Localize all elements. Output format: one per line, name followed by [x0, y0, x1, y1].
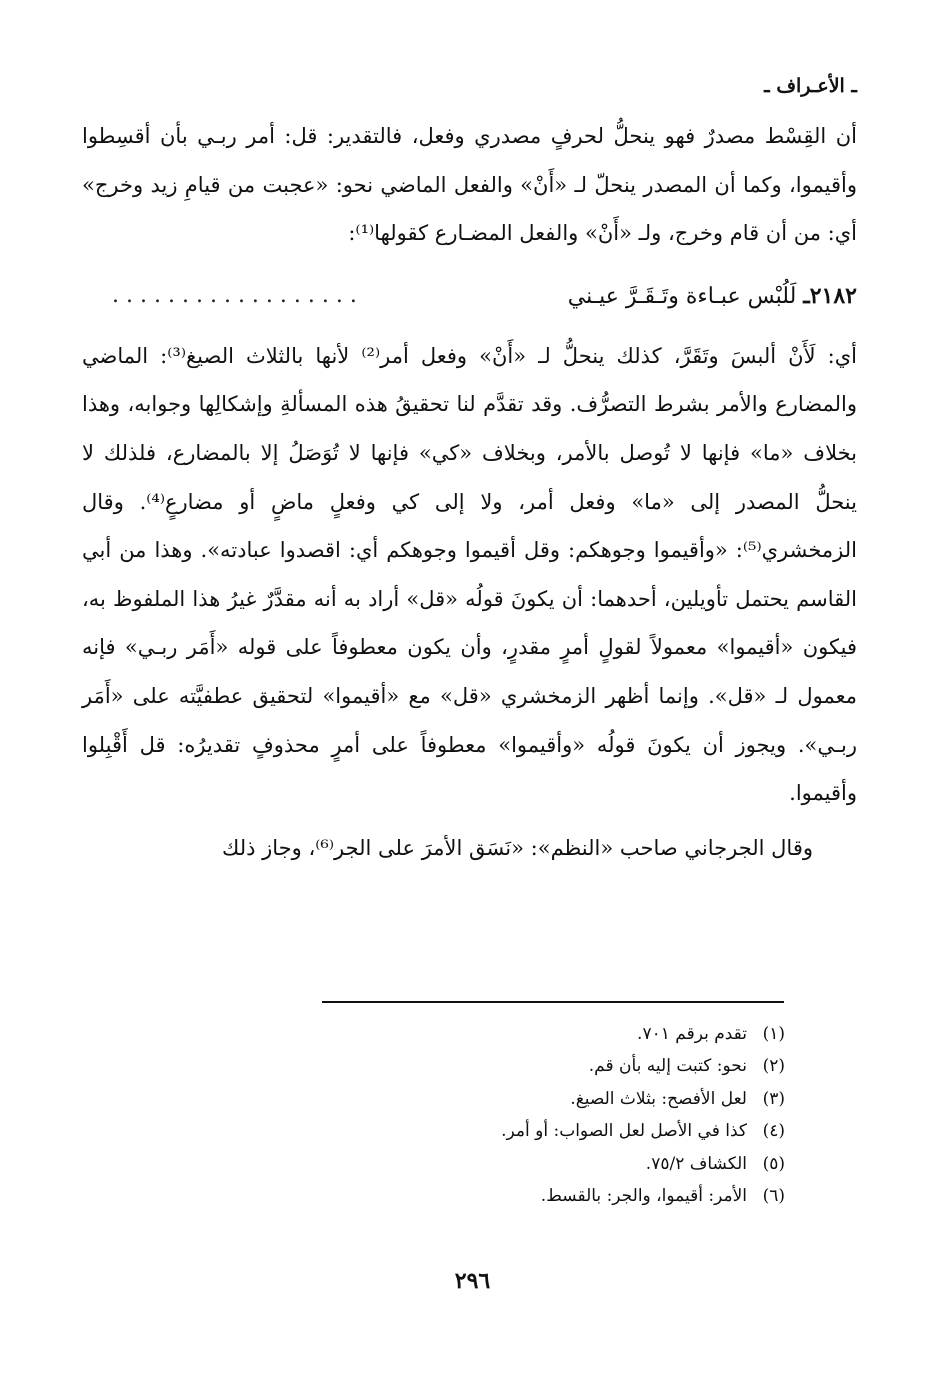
footnotes-list	[160, 1018, 785, 1212]
footnote-text: الأمر: أقيموا، والجر: بالقسط.	[540, 1186, 747, 1207]
footnote-item	[160, 1148, 785, 1180]
body-paragraph-3: وقال الجرجاني صاحب «النظم»: «نَسَق الأمرَ على الجر⁽⁶⁾، وجاز ذلك	[222, 835, 813, 860]
running-header: ـ الأعـراف ـ	[764, 75, 857, 97]
footnote-number: (٤)	[762, 1121, 785, 1142]
footnote-number: (١)	[762, 1024, 785, 1044]
footnote-item	[160, 1050, 785, 1082]
body-paragraph-2: أي: لَأَنْ ألبسَ وتَقَرَّ، كذلك ينحلُّ لـ «أَنْ» وفعل أمر⁽²⁾ لأنها بالثلاث الصيغ⁽³⁾: الماضي والمضارع والأمر بشرط التصرُّف. وقد تقدَّم لنا تحقيقُ هذه المسألةِ وإشكالِها وجوابه، وهذا بخلاف «ما» فإنها لا تُوصل بالأمر، وبخلاف «كي» فإنها لا تُوَصَلُ إلا بالمضارع، فلذلك لا ينحلُّ المصدر إلى «ما» وفعل أمر، ولا إلى كي وفعلٍ ماضٍ أو مضارعٍ⁽⁴⁾. وقال الزمخشري⁽⁵⁾: «وأقيموا وجوهكم: وقل أقيموا وجوهكم أي: اقصدوا عبادته». وهذا من أبي القاسم يحتمل تأويلين، أحدهما: أن يكونَ قولُه «قل» أراد به أنه مقدَّرٌ غيرُ هذا الملفوظ به، فيكون «أقيموا» معمولاً لقولٍ أمرٍ مقدرٍ، وأن يكون معطوفاً على قوله «أَمَر ربـي» فإنه معمول لـ «قل». وإنما أظهر الزمخشري «قل» مع «أقيموا» لتحقيق عطفيَّته على «أَمَر ربـي». ويجوز أن يكونَ قولُه «وأقيموا» معطوفاً على أمرٍ محذوفٍ تقديرُه: قل أَقْبِلوا وأقيموا.	[82, 343, 857, 806]
footnote-number: (٣)	[762, 1088, 785, 1109]
footnote-number: (٦)	[762, 1186, 785, 1207]
footnote-text: تقدم برقم ٧٠١.	[637, 1024, 747, 1044]
footnote-item	[160, 1018, 785, 1050]
footnote-item	[160, 1180, 785, 1212]
verse-number: ٢١٨٢ـ	[803, 282, 857, 309]
footnote-text: الكشاف ٧٥/٢.	[645, 1153, 747, 1174]
footnote-text: لعل الأفصح: بثلاث الصيغ.	[570, 1088, 747, 1109]
page-number: ٢٩٦	[454, 1268, 491, 1294]
footnote-number: (٥)	[762, 1153, 785, 1174]
verse-text: لَلُبْس عبـاءة وتَـقَـرَّ عيـني	[567, 283, 797, 309]
main-text	[82, 112, 857, 872]
footnote-item	[160, 1115, 785, 1147]
footnote-divider	[322, 1001, 784, 1003]
poetry-verse	[82, 266, 857, 326]
footnote-text: كذا في الأصل لعل الصواب: أو أمر.	[501, 1121, 747, 1142]
footnote-text: نحو: كتبت إليه بأن قم.	[588, 1056, 747, 1077]
verse-dots: ..................	[112, 282, 364, 308]
footnote-item	[160, 1083, 785, 1115]
body-paragraph-1: أن القِسْط مصدرٌ فهو ينحلُّ لحرفٍ مصدري وفعل، فالتقدير: قل: أمر ربـي بأن أقسِطوا وأقيموا، وكما أن المصدر ينحلّ لـ «أَنْ» والفعل الماضي نحو: «عجبت من قيامِ زيد وخرج» أي: من أن قام وخرج، ولـ «أَنْ» والفعل المضـارع كقولها⁽¹⁾:	[82, 124, 857, 246]
footnote-number: (٢)	[762, 1056, 785, 1077]
